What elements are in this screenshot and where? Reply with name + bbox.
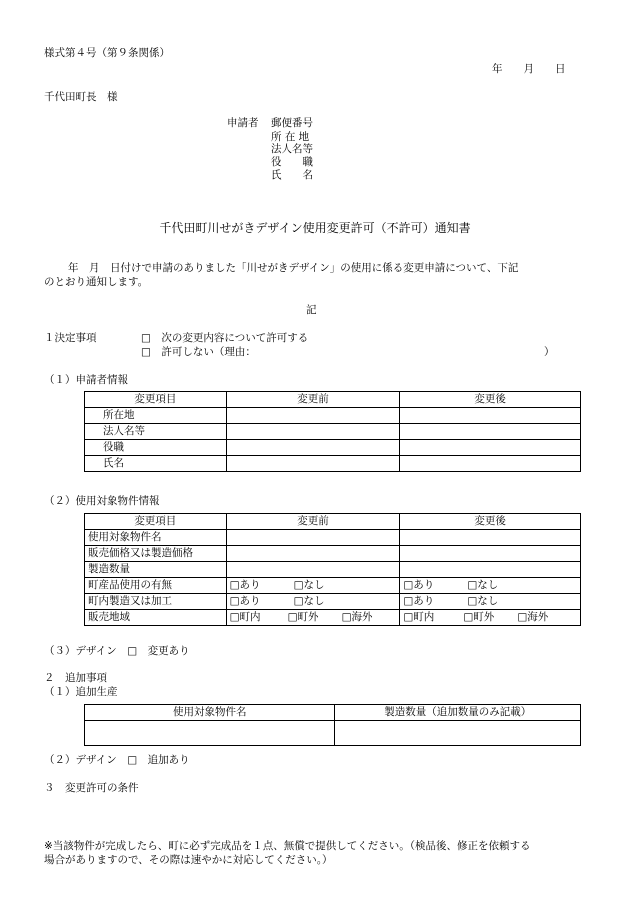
- table-row: [85, 721, 581, 746]
- applicant-info-table: [84, 391, 581, 472]
- row-label: 役職: [85, 440, 227, 456]
- decision-option-permit: □ 次の変更内容について許可する: [141, 332, 309, 344]
- column-header: 使用対象物件名: [85, 705, 335, 721]
- column-header: 変更項目: [85, 392, 227, 408]
- body-line-2: のとおり通知します。: [44, 276, 149, 288]
- checkbox-nashi[interactable]: □なし: [467, 595, 499, 607]
- form-number: 様式第４号（第９条関係）: [44, 47, 170, 59]
- row-label: 法人名等: [85, 424, 227, 440]
- checkbox-chogai[interactable]: □町外: [287, 611, 319, 623]
- row-label: 使用対象物件名: [85, 530, 227, 546]
- row-label: 町産品使用の有無: [85, 578, 227, 594]
- column-header: 製造数量（追加数量のみ記載）: [335, 705, 581, 721]
- document-title: 千代田町川せがきデザイン使用変更許可（不許可）通知書: [159, 221, 471, 235]
- additional-production-heading: （１）追加生産: [44, 686, 118, 698]
- applicant-label: 申請者: [227, 117, 259, 129]
- column-header: 変更前: [226, 392, 400, 408]
- checkbox-ari[interactable]: □あり: [403, 595, 435, 607]
- note-line-2: 場合がありますので、その際は速やかに対応してください。）: [44, 854, 333, 866]
- column-header: 変更前: [226, 514, 400, 530]
- decision-option-deny: □ 許可しない（理由：: [141, 346, 256, 358]
- row-label: 販売価格又は製造価格: [85, 546, 227, 562]
- additional-design: （２）デザイン □ 追加あり: [44, 754, 190, 766]
- table-row: [85, 408, 581, 424]
- conditions-heading: ３ 変更許可の条件: [44, 782, 139, 794]
- table-row: [85, 530, 581, 546]
- row-label: 町内製造又は加工: [85, 594, 227, 610]
- row-label: 所在地: [85, 408, 227, 424]
- section2-heading: （２）使用対象物件情報: [44, 495, 160, 507]
- checkbox-kaigai[interactable]: □海外: [341, 611, 373, 623]
- row-label: 氏名: [85, 456, 227, 472]
- table-row: [85, 546, 581, 562]
- column-header: 変更項目: [85, 514, 227, 530]
- checkbox-chonai[interactable]: □町内: [229, 611, 261, 623]
- table-header-row: [85, 514, 581, 530]
- property-info-table: [84, 513, 581, 626]
- table-row: [85, 440, 581, 456]
- table-row: [85, 594, 581, 610]
- applicant-field-name: 氏 名: [271, 169, 313, 181]
- row-label: 製造数量: [85, 562, 227, 578]
- table-row: [85, 610, 581, 626]
- column-header: 変更後: [400, 392, 581, 408]
- row-label: 販売地域: [85, 610, 227, 626]
- additional-production-table: [84, 704, 581, 746]
- table-header-row: [85, 392, 581, 408]
- checkbox-ari[interactable]: □あり: [229, 579, 261, 591]
- checkbox-nashi[interactable]: □なし: [293, 579, 325, 591]
- checkbox-nashi[interactable]: □なし: [467, 579, 499, 591]
- checkbox-kaigai[interactable]: □海外: [517, 611, 549, 623]
- section3-design: （３）デザイン □ 変更あり: [44, 645, 190, 657]
- decision-reason-close: ）: [544, 346, 555, 358]
- checkbox-chonai[interactable]: □町内: [403, 611, 435, 623]
- table-row: [85, 578, 581, 594]
- checkbox-chogai[interactable]: □町外: [463, 611, 495, 623]
- table-row: [85, 424, 581, 440]
- body-line-1: 年 月 日付けで申請のありました「川せがきデザイン」の使用に係る変更申請について、下記: [68, 262, 519, 274]
- ki-label: 記: [306, 304, 317, 316]
- date-line: 年 月 日: [492, 63, 566, 75]
- addressee: 千代田町長 様: [44, 91, 118, 103]
- section1-heading: （１）申請者情報: [44, 374, 128, 386]
- table-row: [85, 562, 581, 578]
- column-header: 変更後: [400, 514, 581, 530]
- table-header-row: [85, 705, 581, 721]
- applicant-field-postal: 郵便番号: [271, 117, 313, 129]
- applicant-field-position: 役 職: [271, 156, 313, 168]
- checkbox-ari[interactable]: □あり: [229, 595, 261, 607]
- note-line-1: ※当該物件が完成したら、町に必ず完成品を１点、無償で提供してください。（検品後、修正を依頼する: [44, 840, 531, 852]
- applicant-field-corp: 法人名等: [271, 143, 313, 155]
- table-row: [85, 456, 581, 472]
- checkbox-ari[interactable]: □あり: [403, 579, 435, 591]
- checkbox-nashi[interactable]: □なし: [293, 595, 325, 607]
- decision-label: １決定事項: [44, 332, 97, 344]
- applicant-field-address: 所 在 地: [271, 131, 310, 143]
- additional-heading: ２ 追加事項: [44, 672, 107, 684]
